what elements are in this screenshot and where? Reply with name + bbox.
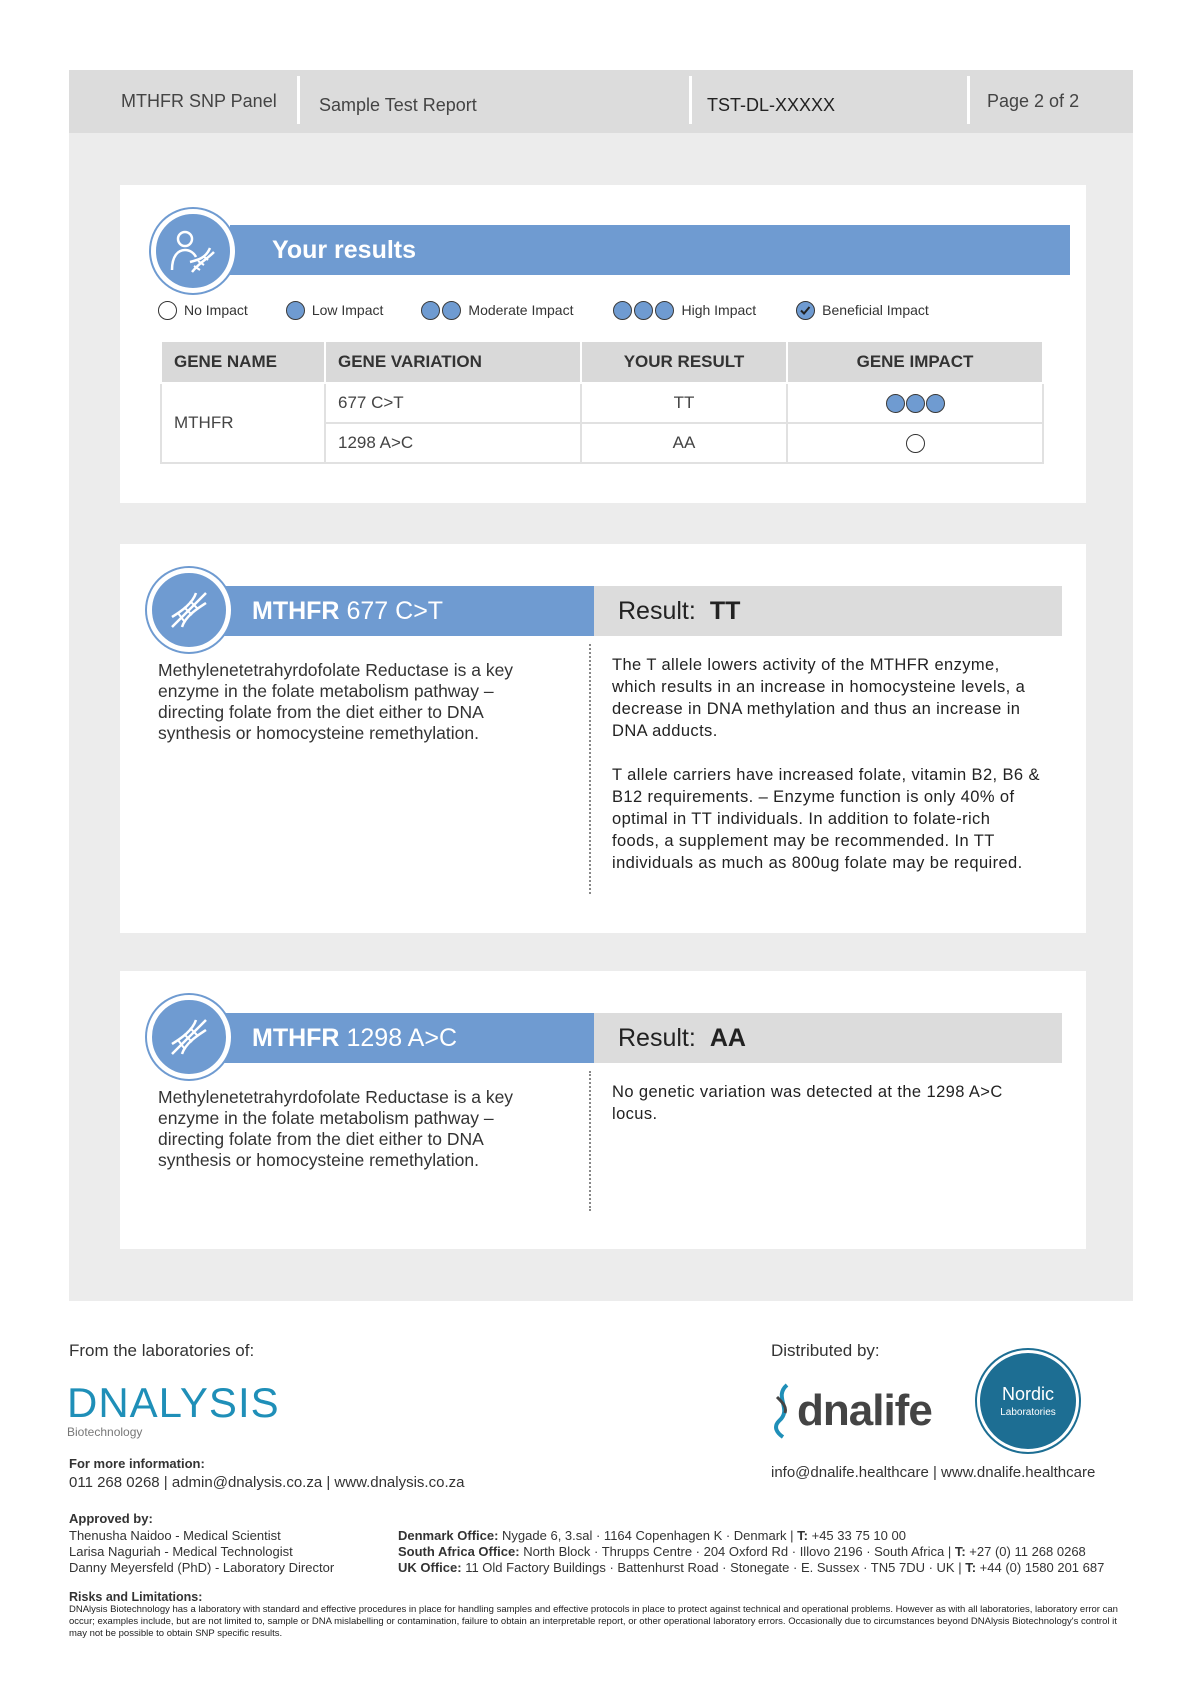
col-gene-name: GENE NAME xyxy=(161,341,325,383)
dnalife-wordmark: dnalife xyxy=(797,1386,932,1435)
impact-cell xyxy=(787,383,1043,423)
col-gene-variation: GENE VARIATION xyxy=(325,341,581,383)
interpretation xyxy=(612,654,1042,874)
empty-circle-icon xyxy=(158,301,177,320)
more-info-contact: 011 268 0268 | admin@dnalysis.co.za | www.dnalysis.co.za xyxy=(69,1474,465,1491)
nordic-sub: Laboratories xyxy=(1000,1407,1056,1418)
table-row xyxy=(161,383,1043,423)
dnalysis-wordmark: DNALYSIS xyxy=(67,1379,280,1426)
variant-title-bar xyxy=(220,586,594,636)
test-id: TST-DL-XXXXX xyxy=(707,95,836,115)
variant-name: 1298 A>C xyxy=(346,1023,457,1052)
dotted-divider xyxy=(589,644,591,894)
gene-description: Methylenetetrahyrdofolate Reductase is a key enzyme in the folate metabolism pathway – directing folate from the diet either to DNA synthesis or homocysteine remethylation. xyxy=(158,660,514,743)
variant-gene: MTHFR xyxy=(252,596,340,625)
results-title-bar xyxy=(230,225,1070,275)
gene-name-cell: MTHFR xyxy=(161,383,325,463)
gene-description: Methylenetetrahyrdofolate Reductase is a key enzyme in the folate metabolism pathway – directing folate from the diet either to DNA synthesis or homocysteine remethylation. xyxy=(158,1087,514,1170)
approver: Thenusha Naidoo - Medical Scientist xyxy=(69,1528,281,1543)
nordic-logo xyxy=(977,1350,1079,1452)
col-gene-impact: GENE IMPACT xyxy=(787,341,1043,383)
legend-high-impact: High Impact xyxy=(613,301,756,320)
impact-legend xyxy=(158,297,929,323)
risks-label: Risks and Limitations: xyxy=(69,1590,203,1604)
header-divider xyxy=(297,76,300,124)
results-card xyxy=(120,185,1086,503)
approved-label: Approved by: xyxy=(69,1511,153,1526)
dna-icon xyxy=(147,995,231,1079)
approver: Danny Meyersfeld (PhD) - Laboratory Director xyxy=(69,1560,335,1575)
more-info-label: For more information: xyxy=(69,1456,205,1471)
check-circle-icon xyxy=(796,301,815,320)
table-header-row xyxy=(161,341,1043,383)
result-value: TT xyxy=(709,596,741,625)
results-title: Your results xyxy=(272,235,417,264)
variant-name: 677 C>T xyxy=(346,596,444,625)
impact-cell xyxy=(787,423,1043,463)
office-line: Denmark Office: Nygade 6, 3.sal · 1164 Copenhagen K · Denmark | T: +45 33 75 10 00 xyxy=(398,1528,906,1543)
interpretation-paragraph: T allele carriers have increased folate, vitamin B2, B6 & B12 requirements. – Enzyme function is only 40% of optimal in TT individuals. In addition to folate-rich foods, a supplement may be recommended. In TT individuals as much as 800ug folate may be required. xyxy=(612,766,1040,872)
legend-beneficial-impact: Beneficial Impact xyxy=(796,301,929,320)
filled-circle-icon xyxy=(926,394,945,413)
detail-card-677 xyxy=(120,544,1086,933)
report-type: Sample Test Report xyxy=(319,95,477,115)
empty-circle-icon xyxy=(906,434,925,453)
dna-icon xyxy=(147,568,231,652)
approver: Larisa Naguriah - Medical Technologist xyxy=(69,1544,293,1559)
filled-circle-icon xyxy=(442,301,461,320)
legend-low-impact: Low Impact xyxy=(286,301,384,320)
interpretation-paragraph: The T allele lowers activity of the MTHFR enzyme, which results in an increase in homocysteine levels, a decrease in DNA methylation and thus an increase in DNA adducts. xyxy=(612,656,1026,740)
filled-circle-icon xyxy=(906,394,925,413)
result-cell: AA xyxy=(581,423,787,463)
header-divider xyxy=(967,76,970,124)
filled-circle-icon xyxy=(886,394,905,413)
variant-title-bar xyxy=(220,1013,594,1063)
results-table xyxy=(160,340,1044,464)
interpretation-paragraph: No genetic variation was detected at the 1298 A>C locus. xyxy=(612,1083,1003,1123)
office-line: UK Office: 11 Old Factory Buildings · Battenhurst Road · Stonegate · E. Sussex · TN5 7DU · UK | T: +44 (0) 1580 201 687 xyxy=(398,1560,1105,1575)
result-value: AA xyxy=(709,1023,746,1052)
report-header xyxy=(69,70,1133,133)
risks-text: DNAlysis Biotechnology has a laboratory with standard and effective procedures in place for handling samples and effective protocols in place to protect against technical and operational problems. However as with all laboratories, laboratory error can occur; examples include, but are not limited to, sample or DNA mislabelling or contamination, failure to obtain an interpretable report, or other operational laboratory errors. Occasionally due to circumstances beyond DNAlysis Biotechnology's control it may not be possible to obtain SNP specific results. xyxy=(69,1604,1118,1639)
result-bar: Result: AA xyxy=(594,1013,1062,1063)
detail-card-1298 xyxy=(120,971,1086,1249)
header-divider xyxy=(689,76,692,124)
filled-circle-icon xyxy=(655,301,674,320)
legend-no-impact: No Impact xyxy=(158,301,248,320)
filled-circle-icon xyxy=(634,301,653,320)
dnalife-helix-icon xyxy=(771,1383,795,1439)
filled-circle-icon xyxy=(613,301,632,320)
variant-gene: MTHFR xyxy=(252,1023,340,1052)
from-label: From the laboratories of: xyxy=(69,1341,255,1360)
legend-moderate-impact: Moderate Impact xyxy=(421,301,573,320)
dotted-divider xyxy=(589,1071,591,1211)
result-cell: TT xyxy=(581,383,787,423)
approvers-list xyxy=(69,1528,334,1576)
nordic-title: Nordic xyxy=(1001,1384,1054,1404)
filled-circle-icon xyxy=(286,301,305,320)
office-line: South Africa Office: North Block · Thrupps Centre · 204 Oxford Rd · Illovo 2196 · South Africa | T: +27 (0) 11 268 0268 xyxy=(398,1544,1086,1559)
report-body xyxy=(69,133,1133,1301)
dnalysis-sub: Biotechnology xyxy=(67,1425,143,1439)
office-list xyxy=(398,1528,1138,1576)
variation-cell: 677 C>T xyxy=(325,383,581,423)
col-your-result: YOUR RESULT xyxy=(581,341,787,383)
panel-name: MTHFR SNP Panel xyxy=(121,91,277,111)
person-dna-icon xyxy=(151,209,235,293)
dnalife-logo xyxy=(771,1383,932,1439)
result-bar: Result: TT xyxy=(594,586,1062,636)
dnalysis-logo xyxy=(67,1379,280,1439)
page-number: Page 2 of 2 xyxy=(987,91,1080,111)
filled-circle-icon xyxy=(421,301,440,320)
variation-cell: 1298 A>C xyxy=(325,423,581,463)
dnalife-contact: info@dnalife.healthcare | www.dnalife.healthcare xyxy=(771,1464,1096,1481)
interpretation xyxy=(612,1081,1042,1125)
distributed-label: Distributed by: xyxy=(771,1341,880,1360)
